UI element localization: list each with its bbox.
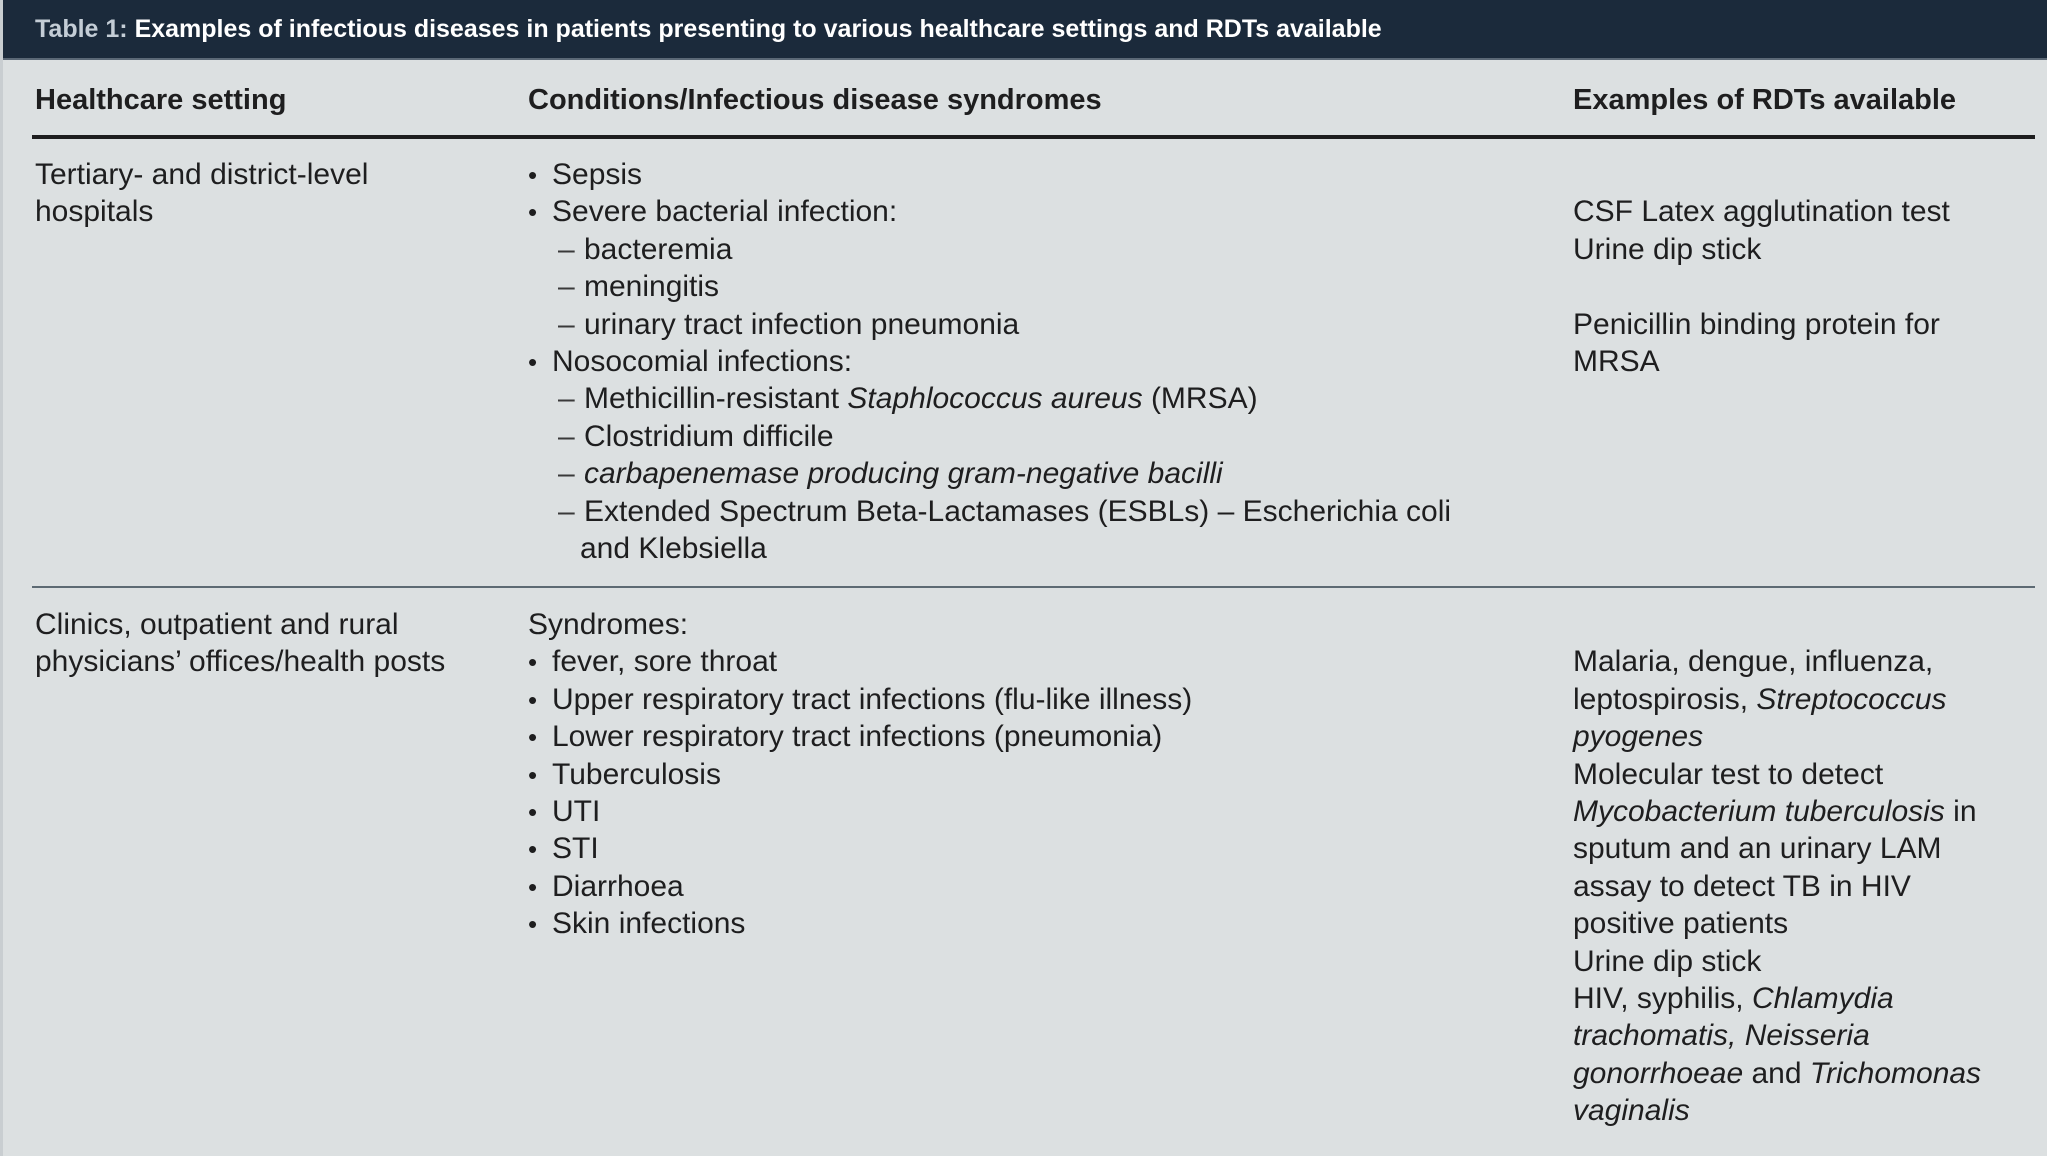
rdt-line: Urine dip stick — [1573, 232, 1762, 266]
list-item: • Skin infections — [528, 905, 1192, 942]
list-item: • Tuberculosis — [528, 756, 1192, 793]
text: leptospirosis, — [1573, 682, 1757, 716]
rdt-line: CSF Latex agglutination test — [1573, 195, 1950, 229]
rdt-line: assay to detect TB in HIV — [1573, 869, 1911, 903]
rdt-line — [1573, 980, 1981, 1017]
list-item: • Lower respiratory tract infections (pneumonia) — [528, 718, 1192, 755]
sub-list-item — [528, 455, 1451, 492]
row2-rdts — [1573, 643, 1981, 1129]
list-item: • Nosocomial infections: — [528, 343, 1451, 380]
sub-list-item: – Clostridium difficile — [528, 418, 1451, 455]
header-rule — [32, 135, 2035, 139]
column-header-rdts: Examples of RDTs available — [1573, 84, 1957, 116]
italic-species: vaginalis — [1573, 1094, 1690, 1128]
text: Methicillin-resistant — [584, 382, 848, 416]
row1-rdts — [1573, 193, 1950, 380]
syndromes-intro: Syndromes: — [528, 608, 689, 641]
sub-list-item — [528, 380, 1451, 417]
text: in — [1944, 794, 1977, 828]
row1-setting-line: Tertiary- and district-level — [35, 158, 369, 191]
sub-list-item: – bacteremia — [528, 231, 1451, 268]
italic-text: carbapenemase producing gram-negative bacilli — [584, 457, 1223, 491]
row2-setting-line: Clinics, outpatient and rural — [35, 608, 399, 641]
table-caption — [3, 0, 2047, 60]
rdt-line: Malaria, dengue, influenza, — [1573, 645, 1934, 679]
caption-title: Examples of infectious diseases in patients presenting to various healthcare settings and RDTs available — [134, 15, 1382, 43]
italic-species: pyogenes — [1573, 720, 1704, 754]
rdt-line — [1573, 1092, 1981, 1129]
column-header-conditions: Conditions/Infectious disease syndromes — [528, 84, 1102, 116]
sub-list-item: – Extended Spectrum Beta-Lactamases (ESBLs) – Escherichia coli — [528, 493, 1451, 530]
rdt-line: MRSA — [1573, 344, 1660, 378]
sub-list-item-continuation: and Klebsiella — [580, 531, 767, 565]
list-item: • Severe bacterial infection: — [528, 193, 1451, 230]
row1-setting-line: hospitals — [35, 195, 154, 229]
italic-species: Mycobacterium tuberculosis — [1573, 794, 1945, 828]
sub-list-item: – meningitis — [528, 268, 1451, 305]
row2-setting-line: physicians’ offices/health posts — [35, 645, 446, 679]
list-item: • UTI — [528, 793, 1192, 830]
rdt-line: Urine dip stick — [1573, 944, 1762, 978]
rdt-line — [1573, 718, 1981, 755]
list-item: • fever, sore throat — [528, 643, 1192, 680]
rdt-line — [1573, 1017, 1981, 1054]
spacer — [1573, 268, 1950, 305]
italic-species: Trichomonas — [1809, 1056, 1982, 1090]
rdt-line: Penicillin binding protein for — [1573, 307, 1940, 341]
rdt-line — [1573, 1055, 1981, 1092]
list-item: • Diarrhoea — [528, 868, 1192, 905]
text: (MRSA) — [1142, 382, 1258, 416]
italic-species: gonorrhoeae — [1573, 1056, 1744, 1090]
sub-list-item: – urinary tract infection pneumonia — [528, 306, 1451, 343]
rdt-line: Molecular test to detect — [1573, 757, 1884, 791]
row2-setting — [35, 606, 445, 681]
row-divider — [32, 586, 2035, 588]
italic-species: Chlamydia — [1751, 981, 1894, 1015]
text: HIV, syphilis, — [1573, 981, 1752, 1015]
row1-setting — [35, 156, 368, 231]
row2-conditions — [528, 606, 1192, 943]
text: and — [1743, 1056, 1810, 1090]
rdt-line — [1573, 681, 1981, 718]
list-item: • STI — [528, 830, 1192, 867]
rdt-line — [1573, 793, 1981, 830]
italic-species: trachomatis, Neisseria — [1573, 1019, 1870, 1053]
caption-label: Table 1: — [35, 15, 128, 43]
column-header-healthcare-setting: Healthcare setting — [35, 84, 287, 116]
list-item: • Upper respiratory tract infections (flu-like illness) — [528, 681, 1192, 718]
row1-conditions — [528, 156, 1451, 567]
rdt-line: sputum and an urinary LAM — [1573, 832, 1942, 866]
italic-species: Streptococcus — [1756, 682, 1947, 716]
rdt-line: positive patients — [1573, 907, 1789, 941]
italic-species: Staphlococcus aureus — [847, 382, 1143, 416]
list-item: • Sepsis — [528, 156, 1451, 193]
